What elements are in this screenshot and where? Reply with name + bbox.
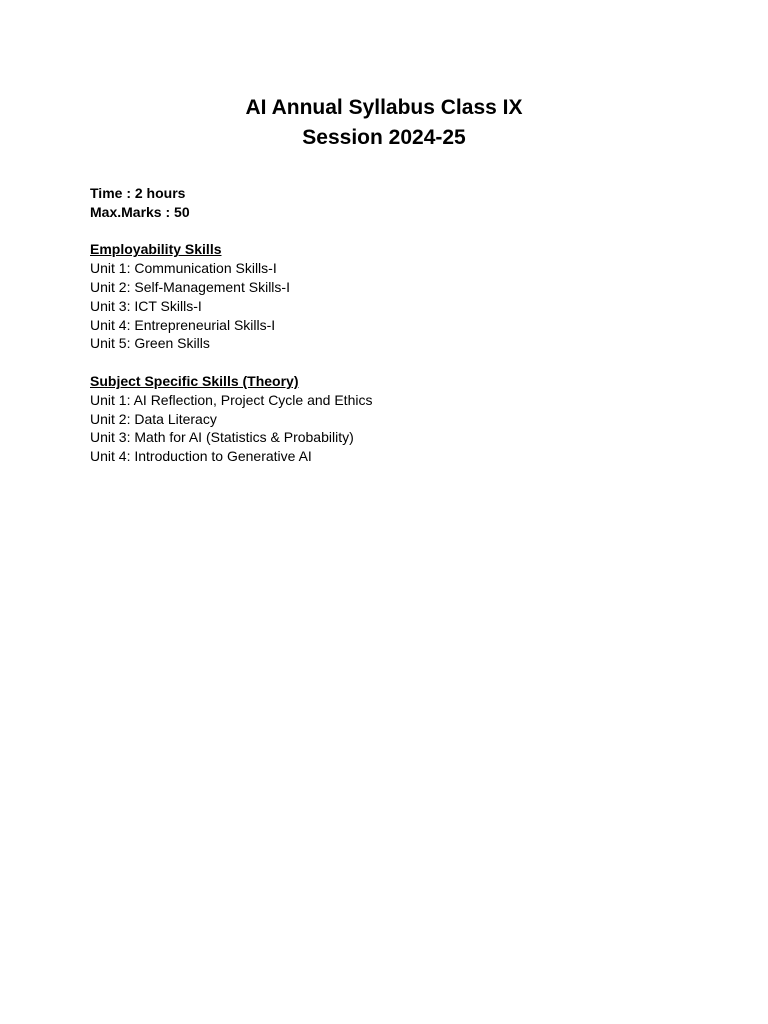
syllabus-content [90, 184, 690, 466]
unit-item: Unit 4: Introduction to Generative AI [90, 448, 312, 465]
section-employability-skills [90, 240, 690, 353]
unit-item: Unit 4: Entrepreneurial Skills-I [90, 316, 276, 333]
unit-item: Unit 1: Communication Skills-I [90, 260, 277, 277]
exam-time: Time : 2 hours [90, 185, 186, 201]
unit-list [90, 391, 690, 466]
unit-item: Unit 1: AI Reflection, Project Cycle and Ethics [90, 391, 373, 408]
max-marks: Max.Marks : 50 [90, 203, 190, 220]
unit-item: Unit 5: Green Skills [90, 335, 210, 352]
unit-item: Unit 2: Data Literacy [90, 410, 217, 427]
unit-item: Unit 3: Math for AI (Statistics & Probability) [90, 429, 354, 446]
unit-item: Unit 2: Self-Management Skills-I [90, 278, 290, 295]
section-subject-specific-skills [90, 372, 690, 466]
title-block [0, 93, 768, 153]
section-heading: Employability Skills [90, 241, 222, 258]
document-subtitle: Session 2024-25 [302, 126, 466, 149]
unit-list [90, 259, 690, 353]
unit-item: Unit 3: ICT Skills-I [90, 297, 202, 314]
section-heading: Subject Specific Skills (Theory) [90, 372, 299, 389]
document-title: AI Annual Syllabus Class IX [245, 96, 523, 119]
